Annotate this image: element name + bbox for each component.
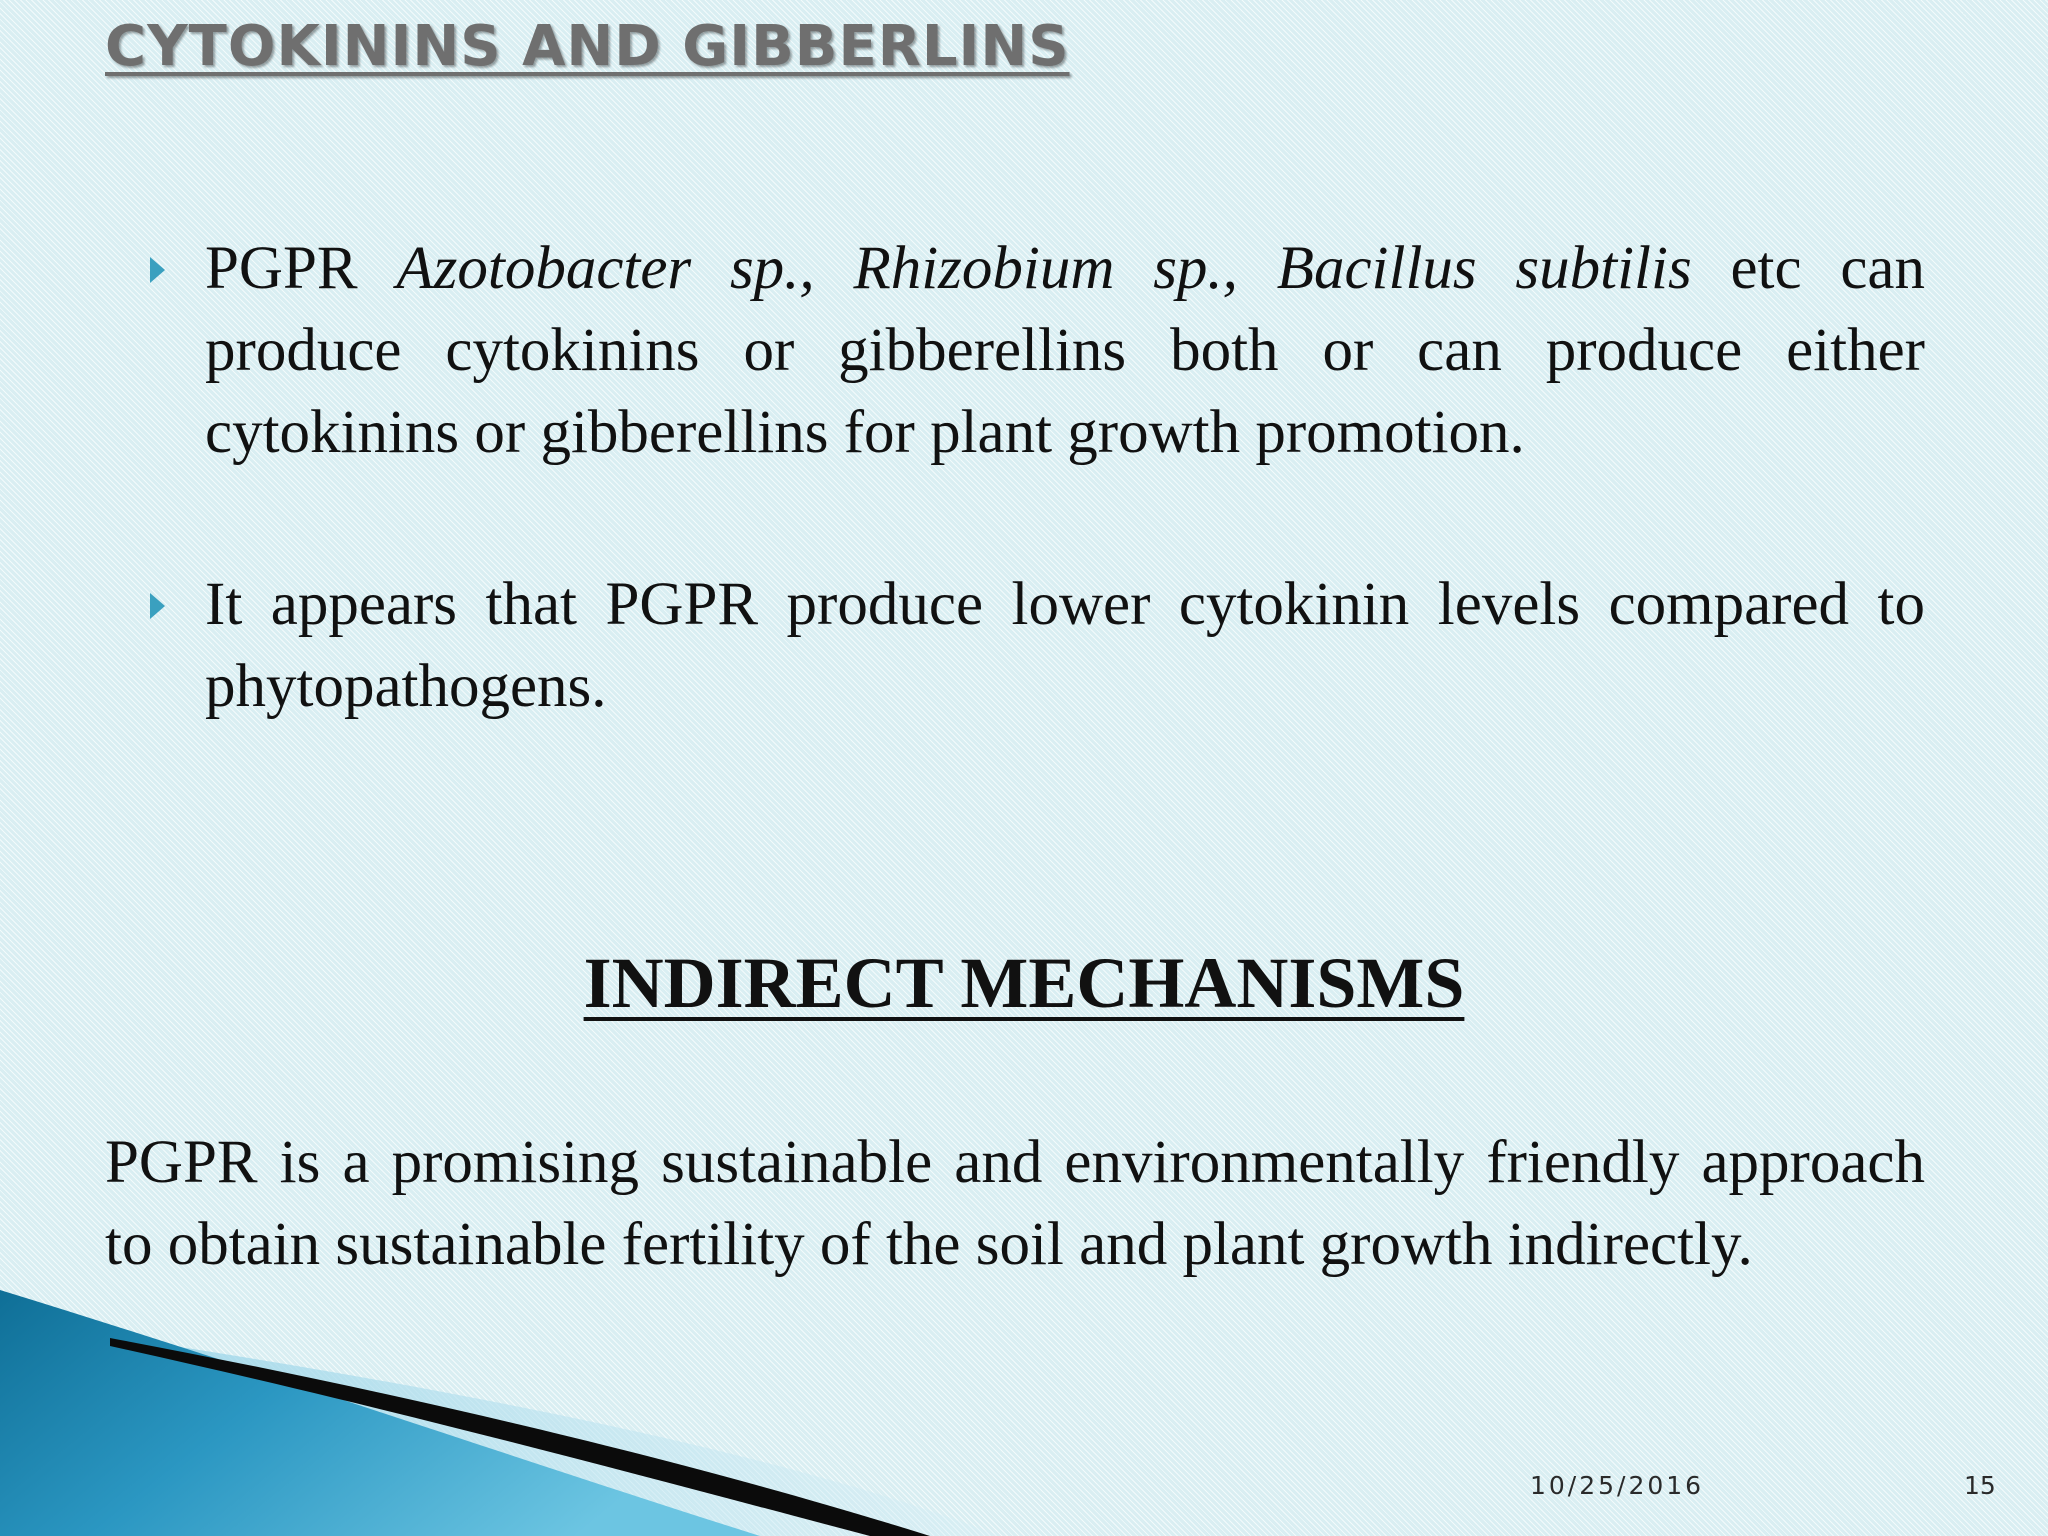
bullet-list (148, 228, 1925, 728)
footer-date: 10/25/2016 (1530, 1471, 1705, 1500)
corner-light-swoosh (0, 1320, 1000, 1536)
bullet-body-text: etc can produce cytokinins or gibberellins both or can produce either cytokinins or gibberellins for plant growth promotion. (205, 235, 1925, 466)
bullet-item (148, 564, 1925, 728)
corner-dark-swoosh (110, 1338, 930, 1536)
bullet-lead-text: PGPR (205, 235, 358, 302)
bullet-item (148, 228, 1925, 474)
bullet-triangle-icon (150, 257, 165, 283)
slide-title: CYTOKININS AND GIBBERLINS (105, 14, 1070, 79)
bullet-triangle-icon (150, 593, 165, 619)
slide-number: 15 (1964, 1471, 1996, 1500)
section-heading: INDIRECT MECHANISMS (583, 943, 1465, 1023)
bullet-organism-names: Azotobacter sp., Rhizobium sp., Bacillus subtilis (396, 235, 1692, 302)
corner-blue-swoosh (0, 1290, 760, 1536)
bullet-body-text: It appears that PGPR produce lower cytokinin levels compared to phytopathogens. (205, 571, 1925, 720)
body-paragraph: PGPR is a promising sustainable and environmentally friendly approach to obtain sustainable fertility of the soil and plant growth indirectly. (105, 1129, 1925, 1278)
